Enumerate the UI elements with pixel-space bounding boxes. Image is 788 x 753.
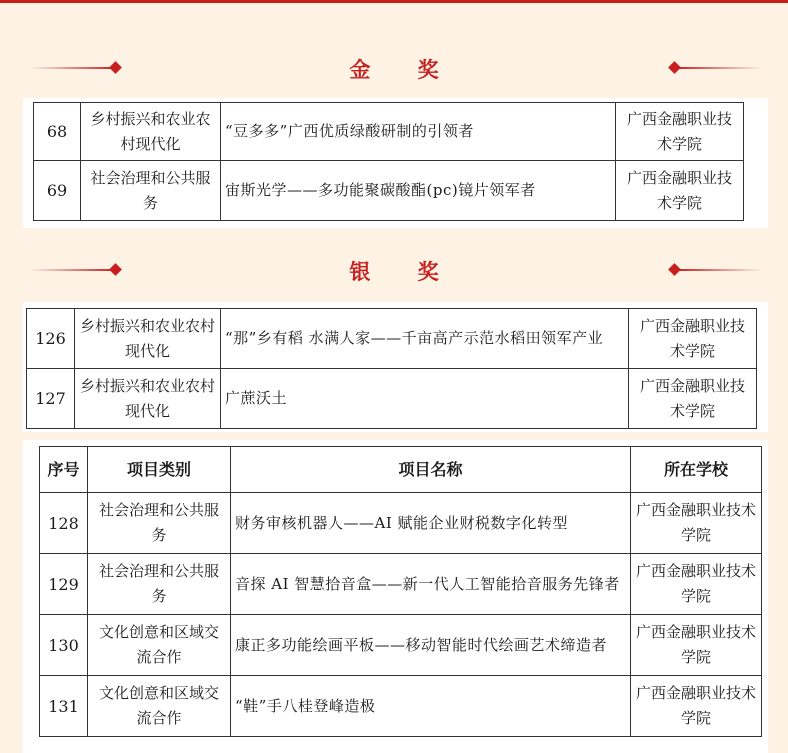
row-project-name: 康正多功能绘画平板——移动智能时代绘画艺术缔造者 bbox=[231, 615, 631, 676]
row-number: 131 bbox=[40, 676, 88, 737]
award-table bbox=[39, 446, 762, 737]
gold-section-header bbox=[0, 54, 788, 84]
row-school: 广西金融职业技术学院 bbox=[616, 103, 744, 161]
row-project-name: “鞋”手八桂登峰造极 bbox=[231, 676, 631, 737]
row-project-name: 广蔗沃土 bbox=[221, 369, 629, 429]
header-category: 项目类别 bbox=[88, 447, 231, 493]
header-number: 序号 bbox=[40, 447, 88, 493]
row-project-name: 音探 AI 智慧拾音盒——新一代人工智能拾音服务先锋者 bbox=[231, 554, 631, 615]
row-project-name: “那”乡有稻 水满人家——千亩高产示范水稻田领军产业 bbox=[221, 309, 629, 369]
row-school: 广西金融职业技术学院 bbox=[631, 676, 762, 737]
row-category: 乡村振兴和农业农村现代化 bbox=[75, 309, 221, 369]
gold-title: 金 奖 bbox=[349, 58, 459, 82]
table-row bbox=[34, 103, 744, 161]
silver-table bbox=[26, 308, 757, 429]
row-school: 广西金融职业技术学院 bbox=[616, 161, 744, 221]
gold-table-panel bbox=[23, 98, 768, 228]
table-row bbox=[40, 554, 762, 615]
top-rule bbox=[0, 0, 788, 3]
row-school: 广西金融职业技术学院 bbox=[631, 554, 762, 615]
table-row bbox=[27, 369, 757, 429]
row-school: 广西金融职业技术学院 bbox=[631, 615, 762, 676]
row-category: 社会治理和公共服务 bbox=[88, 493, 231, 554]
silver-section-header bbox=[0, 256, 788, 286]
row-project-name: “豆多多”广西优质绿酸研制的引领者 bbox=[221, 103, 616, 161]
silver-title: 银 奖 bbox=[349, 260, 459, 284]
table-row bbox=[40, 615, 762, 676]
row-number: 130 bbox=[40, 615, 88, 676]
row-category: 社会治理和公共服务 bbox=[88, 554, 231, 615]
row-school: 广西金融职业技术学院 bbox=[629, 369, 757, 429]
row-category: 文化创意和区域交流合作 bbox=[88, 615, 231, 676]
gold-table bbox=[33, 102, 744, 221]
row-number: 68 bbox=[34, 103, 81, 161]
table-row bbox=[27, 309, 757, 369]
table-header-row bbox=[40, 447, 762, 493]
row-number: 127 bbox=[27, 369, 75, 429]
decor-line-right bbox=[676, 269, 762, 271]
row-project-name: 财务审核机器人——AI 赋能企业财税数字化转型 bbox=[231, 493, 631, 554]
row-number: 129 bbox=[40, 554, 88, 615]
header-school: 所在学校 bbox=[631, 447, 762, 493]
row-category: 文化创意和区域交流合作 bbox=[88, 676, 231, 737]
row-number: 126 bbox=[27, 309, 75, 369]
decor-line-right bbox=[676, 67, 762, 69]
silver-table-panel bbox=[23, 302, 768, 432]
row-category: 乡村振兴和农业农村现代化 bbox=[81, 103, 221, 161]
row-category: 社会治理和公共服务 bbox=[81, 161, 221, 221]
table-row bbox=[40, 493, 762, 554]
row-school: 广西金融职业技术学院 bbox=[631, 493, 762, 554]
row-school: 广西金融职业技术学院 bbox=[629, 309, 757, 369]
header-project-name: 项目名称 bbox=[231, 447, 631, 493]
table-row bbox=[34, 161, 744, 221]
row-project-name: 宙斯光学——多功能聚碳酸酯(pc)镜片领军者 bbox=[221, 161, 616, 221]
table-row bbox=[40, 676, 762, 737]
row-number: 69 bbox=[34, 161, 81, 221]
row-number: 128 bbox=[40, 493, 88, 554]
award-table-panel bbox=[23, 440, 768, 753]
row-category: 乡村振兴和农业农村现代化 bbox=[75, 369, 221, 429]
